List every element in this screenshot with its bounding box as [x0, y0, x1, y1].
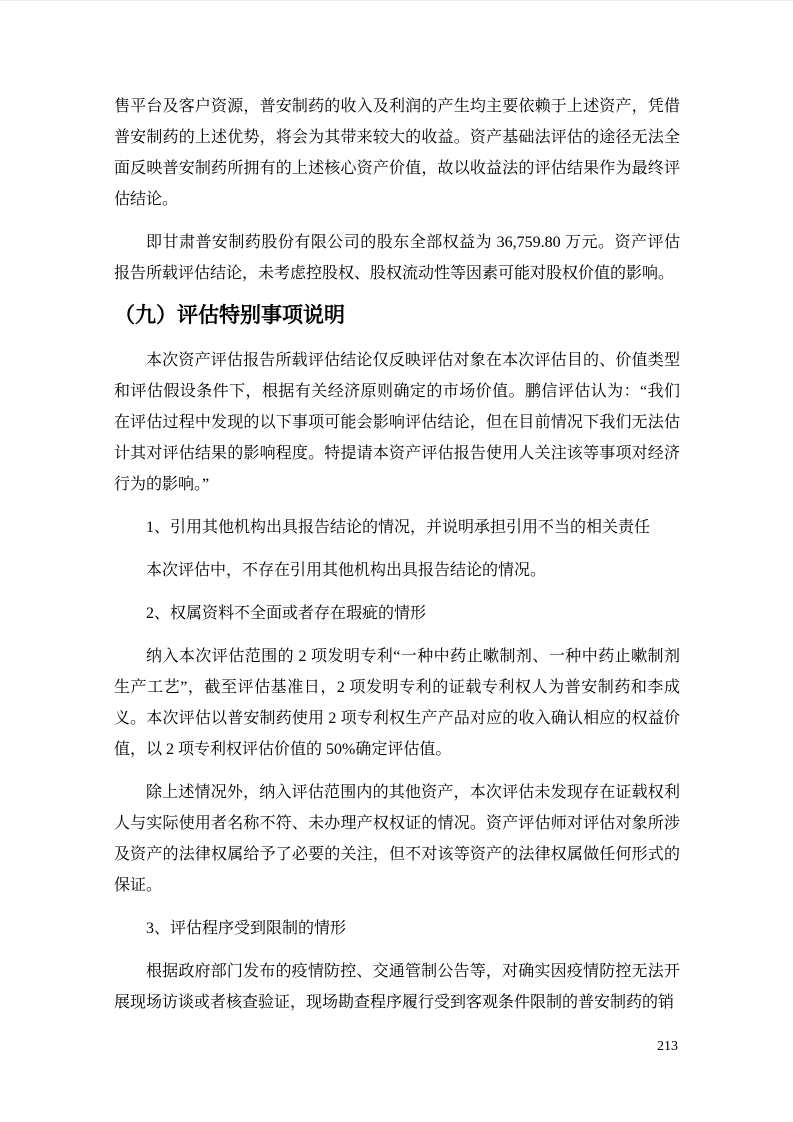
para-equity-value: 即甘肃普安制药股份有限公司的股东全部权益为 36,759.80 万元。资产评估报告所载评估结论，未考虑控股权、股权流动性等因素可能对股权价值的影响。 — [114, 234, 680, 282]
para-conclusion-continued: 售平台及客户资源，普安制药的收入及利润的产生均主要依赖于上述资产，凭借普安制药的上述优势，将会为其带来较大的收益。资产基础法评估的途径无法全面反映普安制药所拥有的上述核心资产价值，故以收益法的评估结果作为最终评估结论。 — [114, 98, 680, 208]
item-1-body: 本次评估中，不存在引用其他机构出具报告结论的情况。 — [146, 562, 547, 579]
page-body — [114, 91, 680, 1030]
item-3-title: 3、评估程序受到限制的情形 — [146, 920, 347, 937]
page-number: 213 — [657, 1039, 678, 1054]
item-3-body: 根据政府部门发布的疫情防控、交通管制公告等，对确实因疫情防控无法开展现场访谈或者核查验证，现场勘查程序履行受到客观条件限制的普安制药的销 — [114, 963, 680, 1011]
item-2-body-patents: 纳入本次评估范围的 2 项发明专利“一种中药止嗽制剂、一种中药止嗽制剂生产工艺”，截至评估基准日，2 项发明专利的证载专利权人为普安制药和李成义。本次评估以普安制药使用 2 项专利权生产产品对应的收入确认相应的权益价值，以 2 项专利权评估价值的 50%确定评估值。 — [114, 648, 680, 758]
item-2-body-other-assets: 除上述情况外，纳入评估范围内的其他资产，本次评估未发现存在证载权利人与实际使用者名称不符、未办理产权权证的情况。资产评估师对评估对象所涉及资产的法律权属给予了必要的关注，但不对该等资产的法律权属做任何形式的保证。 — [114, 784, 680, 894]
item-2-title: 2、权属资料不全面或者存在瑕疵的情形 — [146, 605, 427, 622]
section-heading: （九）评估特别事项说明 — [114, 304, 345, 327]
item-1-title: 1、引用其他机构出具报告结论的情况，并说明承担引用不当的相关责任 — [146, 519, 651, 536]
para-special-matters-intro: 本次资产评估报告所载评估结论仅反映评估对象在本次评估目的、价值类型和评估假设条件下，根据有关经济原则确定的市场价值。鹏信评估认为：“我们在评估过程中发现的以下事项可能会影响评估结论，但在目前情况下我们无法估计其对评估结果的影响程度。特提请本资产评估报告使用人关注该等事项对经济行为的影响。” — [114, 352, 680, 493]
